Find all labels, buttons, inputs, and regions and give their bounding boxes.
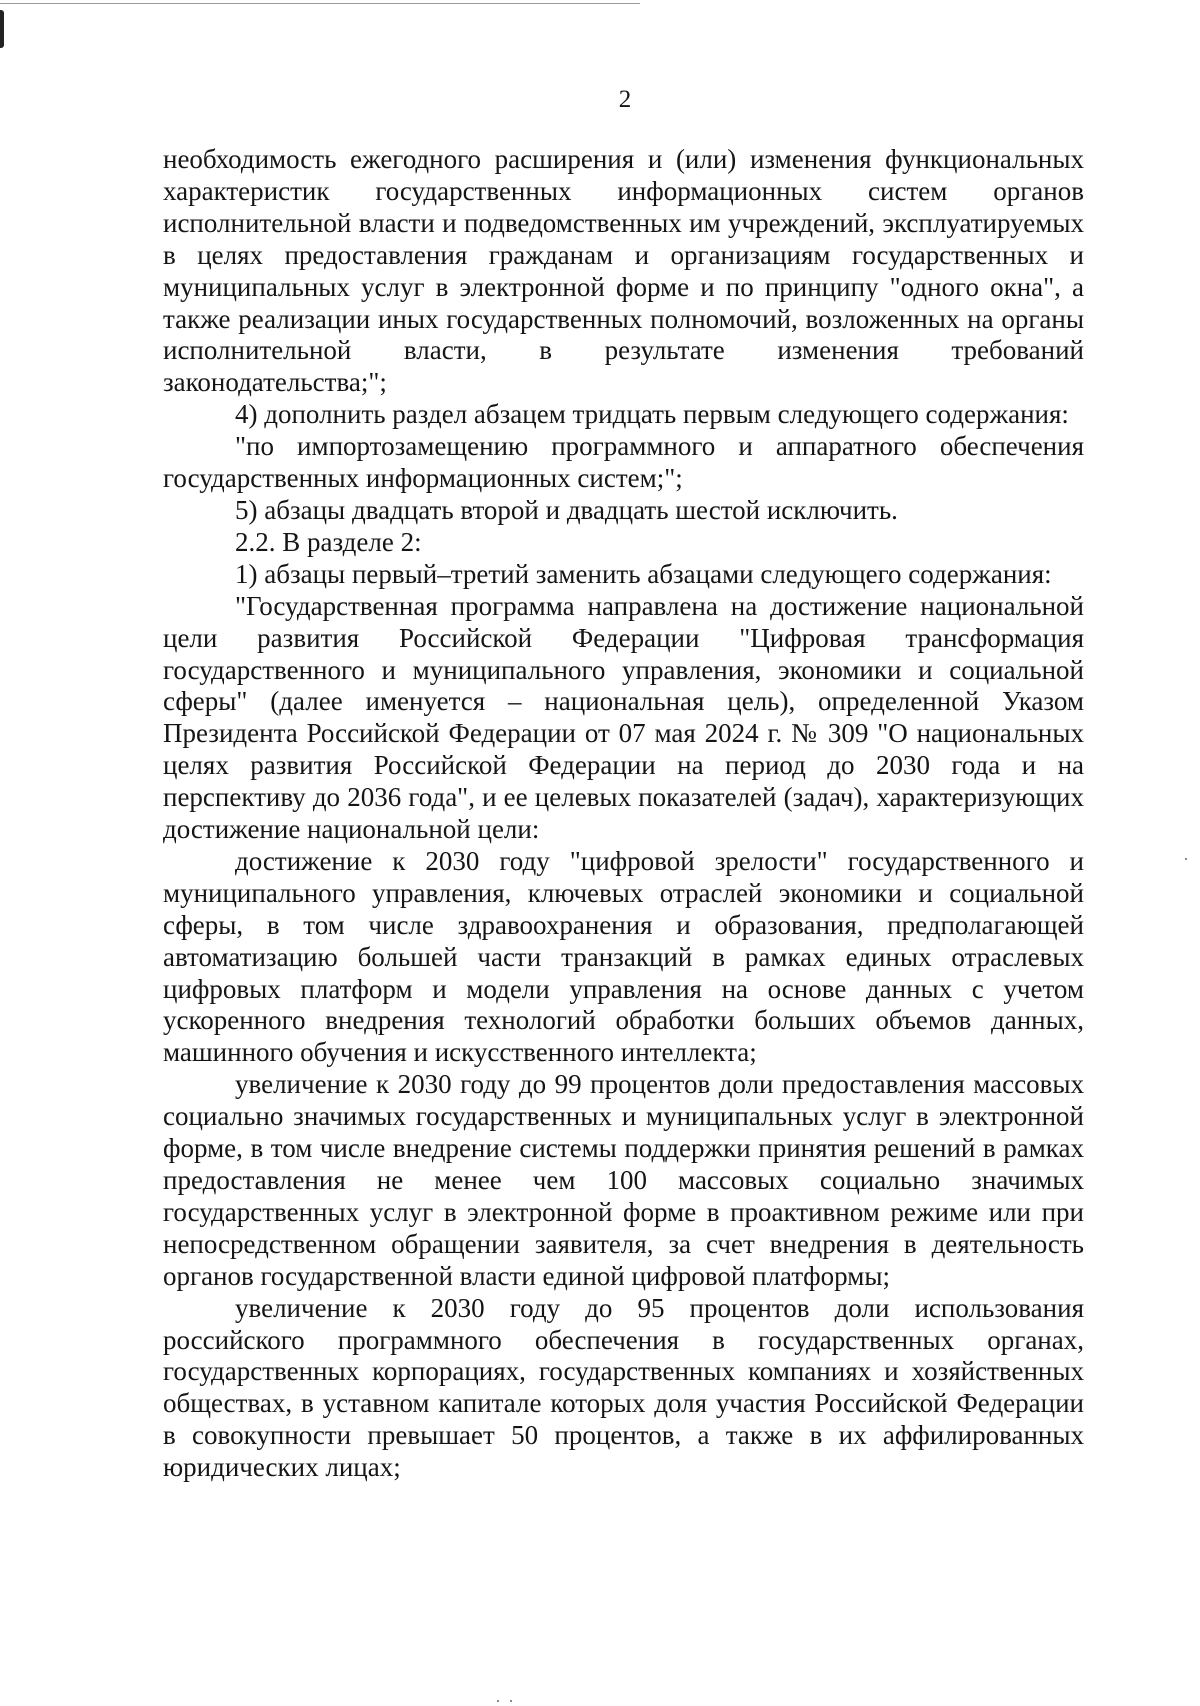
paragraph-quoted-addition: "по импортозамещению программного и аппаратного обеспечения государственных информационных систем;";: [163, 431, 1084, 494]
paragraph-digital-maturity: достижение к 2030 году "цифровой зрелости" государственного и муниципального управления, ключевых отраслей экономики и социальной сферы, в том числе здравоохранения и образования, предполагающей автоматизацию большей части транзакций в рамках единых отраслевых цифровых платформ и модели управления на основе данных с учетом ускоренного внедрения технологий обработки больших объемов данных, машинного обучения и искусственного интеллекта;: [163, 845, 1084, 1068]
paragraph-continued: необходимость ежегодного расширения и (или) изменения функциональных характеристик государственных информационных систем органов исполнительной власти и подведомственных им учреждений, эксплуатируемых в целях предоставления гражданам и организациям государственных и муниципальных услуг в электронной форме и по принципу "одного окна", а также реализации иных государственных полномочий, возложенных на органы исполнительной власти, в результате изменения требований законодательства;";: [163, 144, 1084, 398]
paragraph-item-5: 5) абзацы двадцать второй и двадцать шестой исключить.: [235, 494, 898, 525]
scan-speck: [510, 1700, 512, 1702]
scan-edge-mark: [0, 10, 4, 48]
scan-border-line: [0, 3, 640, 4]
scan-speck: [497, 1700, 499, 1702]
page-number: 2: [618, 86, 632, 113]
document-body: [163, 144, 1084, 1484]
paragraph-russian-software: увеличение к 2030 году до 95 процентов доли использования российского программного обеспечения в государственных органах, государственных корпорациях, государственных компаниях и хозяйственных обществах, в уставном капитале которых доля участия Российской Федерации в совокупности превышает 50 процентов, а также в их аффилированных юридических лицах;: [163, 1292, 1084, 1483]
paragraph-item-4: 4) дополнить раздел абзацем тридцать первым следующего содержания:: [235, 399, 1069, 430]
paragraph-electronic-services: увеличение к 2030 году до 99 процентов доли предоставления массовых социально значимых государственных и муниципальных услуг в электронной форме, в том числе внедрение системы поддержки принятия решений в рамках предоставления не менее чем 100 массовых социально значимых государственных услуг в электронной форме в проактивном режиме или при непосредственном обращении заявителя, за счет внедрения в деятельность органов государственной власти единой цифровой платформы;: [163, 1069, 1084, 1291]
scan-speck: [1185, 858, 1187, 860]
paragraph-section-2-2: 2.2. В разделе 2:: [235, 526, 422, 557]
paragraph-national-goal: "Государственная программа направлена на достижение национальной цели развития Российской Федерации "Цифровая трансформация государственного и муниципального управления, экономики и социальной сферы" (далее именуется – национальная цель), определенной Указом Президента Российской Федерации от 07 мая 2024 г. № 309 "О национальных целях развития Российской Федерации на период до 2030 года и на перспективу до 2036 года", и ее целевых показателей (задач), характеризующих достижение национальной цели:: [163, 590, 1084, 845]
paragraph-item-1: 1) абзацы первый–третий заменить абзацами следующего содержания:: [235, 558, 1052, 589]
